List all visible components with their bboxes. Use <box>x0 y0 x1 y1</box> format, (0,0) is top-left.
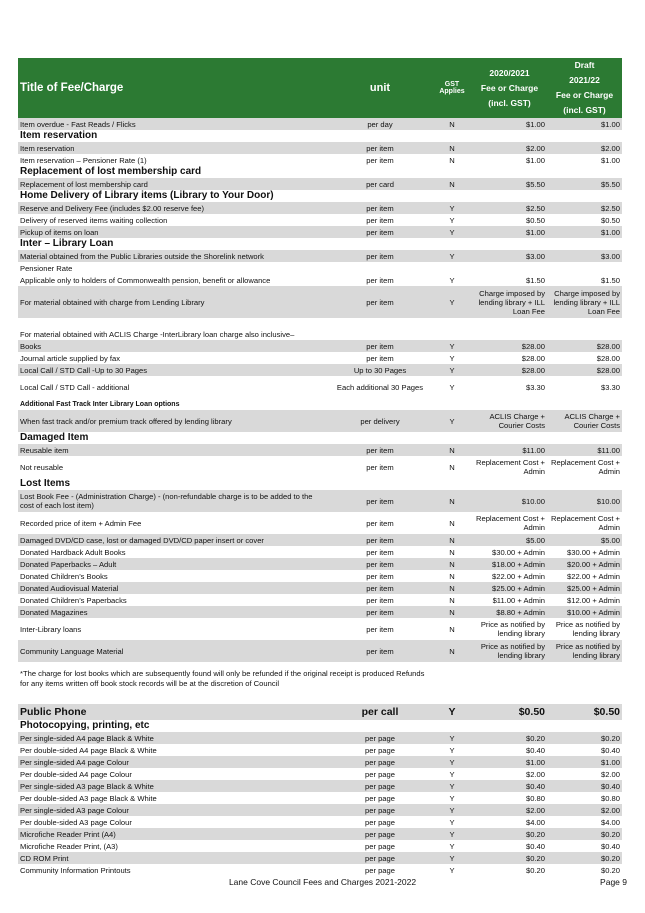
fee-gst: Y <box>432 756 472 768</box>
header-fee-2020-line2: Fee or Charge <box>480 82 539 93</box>
table-row <box>18 640 622 662</box>
fee-gst <box>432 328 472 340</box>
table-row <box>18 582 622 594</box>
section-title: Damaged Item <box>20 432 89 443</box>
fee-unit: per item <box>328 226 432 238</box>
fee-2020: $10.00 <box>472 490 547 512</box>
fee-title: Reusable item <box>18 444 328 456</box>
fee-unit: per item <box>328 490 432 512</box>
table-row <box>18 828 622 840</box>
fee-2122: $0.20 <box>547 828 622 840</box>
fee-2020: Price as notified by lending library <box>472 640 547 662</box>
header-fee-2020-line1: 2020/2021 <box>489 67 530 78</box>
table-row <box>18 490 622 512</box>
fee-unit: per item <box>366 624 394 634</box>
fee-gst: Y <box>432 828 472 840</box>
fee-2122: $2.50 <box>547 202 622 214</box>
fee-2020 <box>472 262 547 274</box>
header-fee-2122 <box>547 58 622 118</box>
fee-title: Public Phone <box>18 704 328 720</box>
fee-2020: $0.80 <box>525 793 545 803</box>
fee-gst: N <box>449 595 455 605</box>
section-heading <box>18 478 622 490</box>
fee-gst: Y <box>449 353 455 363</box>
fee-gst: N <box>449 624 455 634</box>
section-heading <box>18 432 622 444</box>
fee-gst: N <box>432 558 472 570</box>
fee-2020: $2.00 <box>472 804 547 816</box>
section-heading <box>18 398 622 410</box>
fee-2122: $2.00 <box>547 804 622 816</box>
table-row <box>18 558 622 570</box>
fee-unit: per page <box>365 793 395 803</box>
fee-2020: $4.00 <box>525 817 545 827</box>
fee-2122 <box>547 262 622 274</box>
fee-gst: N <box>432 534 472 546</box>
table-body <box>18 118 622 876</box>
table-row <box>18 262 622 274</box>
fee-unit: per item <box>328 142 432 154</box>
fee-2122: $1.00 <box>547 118 622 130</box>
fee-unit: per item <box>328 202 432 214</box>
table-row <box>18 250 622 262</box>
fee-title: Donated Hardback Adult Books <box>20 547 126 557</box>
fee-2122: $1.00 <box>600 155 620 165</box>
table-row <box>18 756 622 768</box>
fee-2122: Replacement Cost + Admin <box>550 458 620 476</box>
fee-title: Microfiche Reader Print, (A3) <box>20 841 118 851</box>
fee-gst: Y <box>449 769 455 779</box>
fee-2020: Price as notified by lending library <box>480 620 545 638</box>
page-number: Page 9 <box>600 877 627 887</box>
fee-unit: per page <box>328 780 432 792</box>
header-fee-2020 <box>472 58 547 118</box>
fee-gst: N <box>449 547 455 557</box>
fee-title: Damaged DVD/CD case, lost or damaged DVD/CD paper insert or cover <box>18 534 328 546</box>
fee-2122: $1.00 <box>547 756 622 768</box>
fee-gst: Y <box>432 852 472 864</box>
fee-title: Replacement of lost membership card <box>18 178 328 190</box>
fee-unit: per page <box>328 732 432 744</box>
fee-2122: $1.50 <box>600 275 620 285</box>
fee-title: Per double-sided A3 page Colour <box>20 817 132 827</box>
fee-title: Books <box>18 340 328 352</box>
fee-gst: N <box>432 118 472 130</box>
fee-title: Item reservation <box>18 142 328 154</box>
fee-2020: $30.00 + Admin <box>492 547 545 557</box>
fee-title: Reserve and Delivery Fee (includes $2.00 reserve fee) <box>18 202 328 214</box>
header-title: Title of Fee/Charge <box>18 58 328 118</box>
spacer-row <box>18 696 622 704</box>
fee-2122: $0.40 <box>600 841 620 851</box>
fee-2020: $1.50 <box>525 275 545 285</box>
table-row <box>18 376 622 398</box>
fee-unit: per item <box>366 462 394 472</box>
fee-title: Item reservation – Pensioner Rate (1) <box>20 155 147 165</box>
fee-title: Item overdue - Fast Reads / Flicks <box>18 118 328 130</box>
fee-2020 <box>472 328 547 340</box>
fee-2020: $28.00 <box>472 340 547 352</box>
fee-2122: $25.00 + Admin <box>547 582 622 594</box>
note-spacer <box>432 662 622 696</box>
table-row <box>18 534 622 546</box>
fee-unit: per item <box>328 444 432 456</box>
fee-2122: $28.00 <box>547 340 622 352</box>
spacer-cell <box>18 696 622 704</box>
fee-2020: $8.80 + Admin <box>472 606 547 618</box>
fee-title: Per double-sided A4 page Colour <box>20 769 132 779</box>
fee-2122: $0.20 <box>600 865 620 875</box>
fee-unit <box>328 262 432 274</box>
fee-2020: $3.30 <box>525 382 545 392</box>
fee-gst: Y <box>432 286 472 318</box>
table-row <box>18 768 622 780</box>
fee-unit: per item <box>366 547 394 557</box>
fee-2020: $1.00 <box>525 155 545 165</box>
fee-title: Recorded price of item + Admin Fee <box>20 518 142 528</box>
fee-gst: Y <box>449 382 455 392</box>
fee-2020: Charge imposed by lending library + ILL Loan Fee <box>472 286 547 318</box>
section-heading <box>18 190 622 202</box>
fee-title: Delivery of reserved items waiting collection <box>20 215 168 225</box>
section-title: Lost Items <box>20 478 71 489</box>
fee-2122: Replacement Cost + Admin <box>550 514 620 532</box>
note-text: *The charge for lost books which are subsequently found will only be refunded if the original receipt is produced Refunds for any items written off book stock records will be at the discretion of Council <box>20 669 425 688</box>
fee-title: Per double-sided A4 page Black & White <box>20 745 157 755</box>
table-row <box>18 274 622 286</box>
fee-unit: per page <box>328 756 432 768</box>
fee-2020: $1.00 <box>472 118 547 130</box>
fee-2122: $10.00 + Admin <box>547 606 622 618</box>
fee-title: Local Call / STD Call - additional <box>20 382 130 392</box>
fee-unit: per page <box>365 841 395 851</box>
fee-unit: per item <box>328 286 432 318</box>
fee-gst: N <box>449 571 455 581</box>
fee-2122: $22.00 + Admin <box>567 571 620 581</box>
fee-2020: $11.00 + Admin <box>492 595 545 605</box>
fee-unit: per card <box>328 178 432 190</box>
table-row <box>18 840 622 852</box>
fee-title: For material obtained with charge from Lending Library <box>18 286 328 318</box>
table-row <box>18 202 622 214</box>
table-row <box>18 594 622 606</box>
table-row <box>18 512 622 534</box>
fee-gst: Y <box>449 275 455 285</box>
fee-unit: per item <box>366 595 394 605</box>
fee-gst: N <box>432 606 472 618</box>
fee-unit: per item <box>366 353 394 363</box>
fee-title: Inter-Library loans <box>20 624 82 634</box>
fee-unit: Each additional 30 Pages <box>336 382 424 392</box>
fee-title: Community Language Material <box>18 640 328 662</box>
table-row <box>18 364 622 376</box>
table-row <box>18 792 622 804</box>
header-gst: GST Applies <box>432 58 472 118</box>
fee-2020: $22.00 + Admin <box>492 571 545 581</box>
fee-2122: $0.40 <box>547 780 622 792</box>
fee-gst: Y <box>432 340 472 352</box>
fees-table <box>18 58 622 876</box>
fee-2020: $0.40 <box>472 780 547 792</box>
fee-title: Per single-sided A3 page Colour <box>18 804 328 816</box>
table-row <box>18 214 622 226</box>
fee-2122: ACLIS Charge + Courier Costs <box>547 410 622 432</box>
fee-2020: $0.40 <box>525 841 545 851</box>
footer-title: Lane Cove Council Fees and Charges 2021-2022 <box>228 877 417 887</box>
fee-gst: Y <box>432 804 472 816</box>
fee-2020: $5.00 <box>472 534 547 546</box>
fee-gst: N <box>432 444 472 456</box>
fee-gst: Y <box>432 704 472 720</box>
fee-unit: per item <box>366 571 394 581</box>
section-title: Home Delivery of Library items (Library to Your Door) <box>20 190 274 201</box>
fee-unit: per item <box>328 340 432 352</box>
fee-gst: Y <box>449 817 455 827</box>
fee-2122: $10.00 <box>547 490 622 512</box>
fee-gst: N <box>432 640 472 662</box>
table-row <box>18 352 622 364</box>
fee-2122: $5.00 <box>547 534 622 546</box>
fee-title: Applicable only to holders of Commonwealth pension, benefit or allowance <box>20 275 271 285</box>
fee-unit: per item <box>366 155 394 165</box>
fee-unit: per item <box>328 640 432 662</box>
section-heading <box>18 166 622 178</box>
section-title: Photocopying, printing, etc <box>20 720 150 731</box>
fee-gst: N <box>432 490 472 512</box>
fee-2020: $1.00 <box>472 226 547 238</box>
fee-2020: $28.00 <box>521 353 545 363</box>
fee-2122: $28.00 <box>596 353 620 363</box>
fee-title: Local Call / STD Call -Up to 30 Pages <box>18 364 328 376</box>
fee-2020: $0.50 <box>472 704 547 720</box>
table-row <box>18 328 622 340</box>
fee-2122: $20.00 + Admin <box>547 558 622 570</box>
fee-title: Per single-sided A3 page Black & White <box>18 780 328 792</box>
section-title: Replacement of lost membership card <box>20 166 202 177</box>
fee-unit: per page <box>328 852 432 864</box>
fee-2020: $18.00 + Admin <box>472 558 547 570</box>
section-title: Additional Fast Track Inter Library Loan options <box>20 400 180 408</box>
fee-2020: $0.20 <box>472 828 547 840</box>
fee-unit <box>328 328 432 340</box>
table-row <box>18 546 622 558</box>
table-row <box>18 864 622 876</box>
fee-unit: per page <box>365 865 395 875</box>
fee-title: Material obtained from the Public Libraries outside the Shorelink network <box>18 250 328 262</box>
section-title: Inter – Library Loan <box>20 238 114 249</box>
fee-2122: Price as notified by lending library <box>555 620 620 638</box>
table-row <box>18 704 622 720</box>
fee-title: Per single-sided A4 page Colour <box>18 756 328 768</box>
fee-2020: Replacement Cost + Admin <box>475 514 545 532</box>
fee-title: Donated Audiovisual Material <box>18 582 328 594</box>
fee-gst: Y <box>432 410 472 432</box>
fee-unit: per item <box>328 250 432 262</box>
fee-unit: per item <box>328 558 432 570</box>
fee-2020: $28.00 <box>472 364 547 376</box>
fee-2020: $0.20 <box>472 852 547 864</box>
table-row <box>18 570 622 582</box>
fee-gst: Y <box>449 793 455 803</box>
fee-title: Not reusable <box>20 462 64 472</box>
fee-gst: Y <box>432 732 472 744</box>
fee-unit: per page <box>365 745 395 755</box>
fee-unit: per page <box>365 769 395 779</box>
fee-2020: ACLIS Charge + Courier Costs <box>472 410 547 432</box>
fee-2020: $2.00 <box>525 769 545 779</box>
note-row <box>18 662 622 696</box>
table-row <box>18 226 622 238</box>
fee-gst: N <box>449 462 455 472</box>
fee-unit: per item <box>328 606 432 618</box>
fee-2122: $3.00 <box>547 250 622 262</box>
fee-gst: Y <box>432 202 472 214</box>
table-row <box>18 732 622 744</box>
spacer-row <box>18 318 622 328</box>
fee-unit: per call <box>328 704 432 720</box>
fee-title: Per single-sided A4 page Black & White <box>18 732 328 744</box>
fee-title: CD ROM Print <box>18 852 328 864</box>
header-fee-2122-line2: 2021/22 <box>569 75 600 85</box>
fee-unit: per page <box>328 804 432 816</box>
table-row <box>18 154 622 166</box>
fee-2122 <box>547 328 622 340</box>
fee-unit: per delivery <box>328 410 432 432</box>
fee-2122: $0.20 <box>547 852 622 864</box>
fee-gst: Y <box>432 226 472 238</box>
fee-unit: per item <box>366 518 394 528</box>
table-row <box>18 456 622 478</box>
fee-2020: $0.20 <box>525 865 545 875</box>
fee-2020: $5.50 <box>472 178 547 190</box>
fee-title: Microfiche Reader Print (A4) <box>18 828 328 840</box>
fee-gst: Y <box>449 745 455 755</box>
fee-2122: Price as notified by lending library <box>547 640 622 662</box>
fee-title: When fast track and/or premium track offered by lending library <box>18 410 328 432</box>
fee-unit: per item <box>328 534 432 546</box>
fee-2020: Replacement Cost + Admin <box>475 458 545 476</box>
header-unit: unit <box>328 58 432 118</box>
fee-gst: Y <box>432 250 472 262</box>
fee-2020: $11.00 <box>472 444 547 456</box>
table-row <box>18 118 622 130</box>
fee-2122: $4.00 <box>600 817 620 827</box>
fee-title: Donated Magazines <box>18 606 328 618</box>
fee-2122: $5.50 <box>547 178 622 190</box>
fee-title: Journal article supplied by fax <box>20 353 121 363</box>
fee-2020: $1.00 <box>472 756 547 768</box>
table-row <box>18 178 622 190</box>
fee-2020: $2.00 <box>472 142 547 154</box>
fee-2020: $25.00 + Admin <box>472 582 547 594</box>
fee-unit: per page <box>365 817 395 827</box>
spacer-cell <box>18 318 622 328</box>
fee-2122: $0.50 <box>547 704 622 720</box>
table-row <box>18 340 622 352</box>
fee-2122: $1.00 <box>547 226 622 238</box>
fee-unit: per item <box>328 582 432 594</box>
fee-2122: $28.00 <box>547 364 622 376</box>
header-fee-2020-line3: (incl. GST) <box>488 97 531 108</box>
table-row <box>18 444 622 456</box>
fee-2020: $2.50 <box>472 202 547 214</box>
fee-gst: Y <box>449 865 455 875</box>
fee-2122: $11.00 <box>547 444 622 456</box>
fee-unit: Up to 30 Pages <box>328 364 432 376</box>
fee-2020: $0.40 <box>525 745 545 755</box>
fee-2122: $0.80 <box>600 793 620 803</box>
section-heading <box>18 130 622 142</box>
fee-2122: $0.40 <box>600 745 620 755</box>
table-row <box>18 618 622 640</box>
fee-2020: $0.20 <box>472 732 547 744</box>
fee-2020: $3.00 <box>472 250 547 262</box>
fee-title: Pickup of items on loan <box>18 226 328 238</box>
table-row <box>18 780 622 792</box>
fee-title: Pensioner Rate <box>20 263 73 273</box>
table-row <box>18 852 622 864</box>
fee-gst: N <box>449 155 455 165</box>
header-fee-2122-line1: Draft <box>574 60 595 70</box>
fee-2122: $2.00 <box>547 142 622 154</box>
section-title: Item reservation <box>20 130 98 141</box>
fee-gst: N <box>432 178 472 190</box>
table-row <box>18 606 622 618</box>
fee-2122: $3.30 <box>600 382 620 392</box>
fee-2122: Charge imposed by lending library + ILL Loan Fee <box>547 286 622 318</box>
fee-gst: N <box>449 518 455 528</box>
fee-title: Donated Paperbacks – Adult <box>18 558 328 570</box>
fee-gst: N <box>432 142 472 154</box>
fee-title: Donated Children’s Paperbacks <box>20 595 127 605</box>
table-row <box>18 804 622 816</box>
fee-2122: $30.00 + Admin <box>567 547 620 557</box>
table-row <box>18 744 622 756</box>
fee-title: Donated Children’s Books <box>20 571 108 581</box>
fee-gst: Y <box>432 780 472 792</box>
fee-unit: per item <box>366 275 394 285</box>
fee-2020: $0.50 <box>525 215 545 225</box>
fee-2122: $12.00 + Admin <box>567 595 620 605</box>
fee-gst: Y <box>449 841 455 851</box>
fee-title: Community Information Printouts <box>20 865 131 875</box>
table-row <box>18 410 622 432</box>
fee-gst: Y <box>449 215 455 225</box>
header-fee-2122-line3: Fee or Charge <box>555 90 614 100</box>
fee-unit: per item <box>366 215 394 225</box>
table-row <box>18 816 622 828</box>
section-heading <box>18 720 622 732</box>
fee-title: Lost Book Fee - (Administration Charge) - (non-refundable charge is to be added to the cost of each lost item) <box>18 490 328 512</box>
fee-gst: Y <box>432 364 472 376</box>
fee-title: For material obtained with ACLIS Charge -InterLibrary loan charge also inclusive– <box>20 329 295 339</box>
fee-2122: $0.20 <box>547 732 622 744</box>
fee-gst: N <box>432 582 472 594</box>
table-header <box>18 58 622 118</box>
section-heading <box>18 238 622 250</box>
table-row <box>18 286 622 318</box>
fee-2122: $0.50 <box>600 215 620 225</box>
table-row <box>18 142 622 154</box>
fee-unit: per day <box>328 118 432 130</box>
fee-2122: $2.00 <box>600 769 620 779</box>
fee-gst <box>432 262 472 274</box>
fee-unit: per page <box>328 828 432 840</box>
header-fee-2122-line4: (incl. GST) <box>563 105 606 115</box>
fee-title: Per double-sided A3 page Black & White <box>20 793 157 803</box>
